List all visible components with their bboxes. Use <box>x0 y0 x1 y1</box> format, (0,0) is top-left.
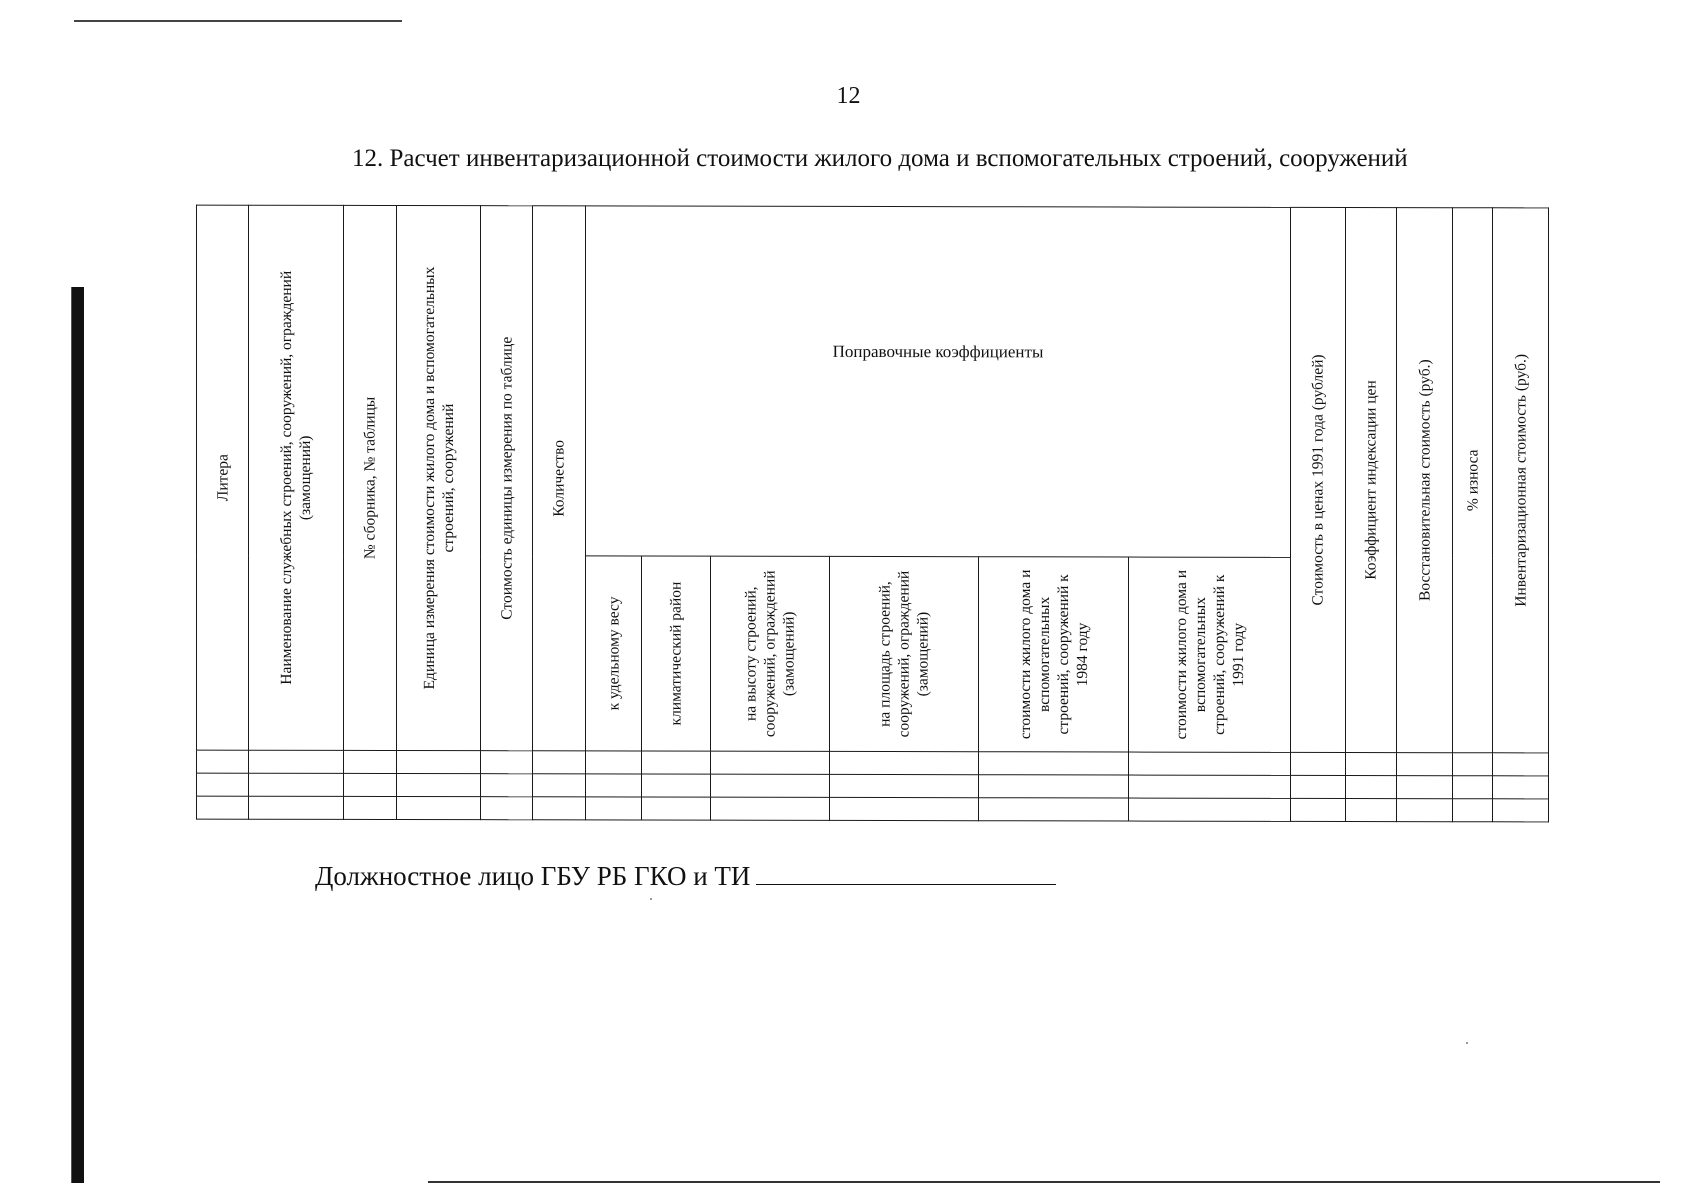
table-cell[interactable] <box>533 774 586 797</box>
page-number: 12 <box>836 83 861 109</box>
header-row-top <box>197 205 1549 558</box>
subcolumn-header: к удельному весу <box>586 556 642 751</box>
top-rule <box>74 20 402 22</box>
table-row <box>197 773 1549 799</box>
table-cell[interactable] <box>1453 799 1493 822</box>
table-cell[interactable] <box>1397 753 1453 776</box>
column-header-cost-1991: Стоимость в ценах 1991 года (рублей) <box>1291 207 1346 752</box>
table-cell[interactable] <box>1397 776 1453 799</box>
table-cell[interactable] <box>533 797 586 820</box>
table-cell[interactable] <box>397 774 481 797</box>
table-cell[interactable] <box>1291 752 1346 775</box>
signature-blank[interactable] <box>756 860 1056 885</box>
table-cell[interactable] <box>1493 753 1549 776</box>
table-cell[interactable] <box>642 751 711 774</box>
subcolumn-header: стоимости жилого дома и вспомогательных строений, сооружений к 1991 году <box>1129 557 1291 752</box>
table-cell[interactable] <box>249 750 344 773</box>
bottom-rule <box>428 1181 1660 1183</box>
subcolumn-header: климатический район <box>642 556 711 751</box>
table-cell[interactable] <box>533 751 586 774</box>
table-cell[interactable] <box>979 798 1129 821</box>
table-cell[interactable] <box>344 796 397 819</box>
table-row <box>197 750 1549 776</box>
table-cell[interactable] <box>481 774 533 797</box>
table-cell[interactable] <box>397 751 481 774</box>
table-cell[interactable] <box>344 750 397 773</box>
column-header-collection: № сборника, № таблицы <box>344 205 397 750</box>
subcolumn-header: на площадь строений, сооружений, ограждений (замощений) <box>830 556 979 751</box>
table-cell[interactable] <box>481 797 533 820</box>
table-cell[interactable] <box>711 751 830 774</box>
table-cell[interactable] <box>1453 753 1493 776</box>
table-cell[interactable] <box>197 750 249 773</box>
signature-label: Должностное лицо ГБУ РБ ГКО и ТИ <box>315 861 751 891</box>
table-cell[interactable] <box>1453 776 1493 799</box>
table-cell[interactable] <box>249 773 344 796</box>
table-cell[interactable] <box>979 752 1129 775</box>
table-cell[interactable] <box>1346 775 1397 798</box>
subcolumn-header: на высоту строений, сооружений, ограждений (замощений) <box>711 556 830 751</box>
table-cell[interactable] <box>586 774 642 797</box>
table-cell[interactable] <box>481 751 533 774</box>
table-cell[interactable] <box>197 773 249 796</box>
table-cell[interactable] <box>1129 752 1291 775</box>
table-cell[interactable] <box>830 797 979 820</box>
left-binding-bar <box>72 287 84 1183</box>
table-cell[interactable] <box>711 797 830 820</box>
table-cell[interactable] <box>397 797 481 820</box>
table-row <box>197 796 1549 822</box>
scan-speck <box>650 898 652 900</box>
table-cell[interactable] <box>586 751 642 774</box>
subcolumn-header: стоимости жилого дома и вспомогательных строений, сооружений к 1984 году <box>979 557 1129 752</box>
table-cell[interactable] <box>586 797 642 820</box>
table-cell[interactable] <box>711 774 830 797</box>
column-header-restoration: Восстановительная стоимость (руб.) <box>1397 208 1453 753</box>
table-cell[interactable] <box>1397 799 1453 822</box>
table-cell[interactable] <box>642 797 711 820</box>
table-cell[interactable] <box>249 796 344 819</box>
table-cell[interactable] <box>1291 798 1346 821</box>
table-cell[interactable] <box>1493 776 1549 799</box>
table-cell[interactable] <box>1346 798 1397 821</box>
column-header-unit-cost: Стоимость единицы измерения по таблице <box>481 206 533 751</box>
table-cell[interactable] <box>830 774 979 797</box>
column-header-inventory: Инвентаризационная стоимость (руб.) <box>1493 208 1549 753</box>
table-cell[interactable] <box>197 796 249 819</box>
table-cell[interactable] <box>1291 775 1346 798</box>
calculation-table <box>196 205 1549 823</box>
column-header-quantity: Количество <box>533 206 586 751</box>
column-header-index-coef: Коэффициент индексации цен <box>1346 207 1397 752</box>
table-cell[interactable] <box>1346 752 1397 775</box>
correction-group-header: Поправочные коэффициенты <box>586 206 1291 557</box>
column-header-unit: Единица измерения стоимости жилого дома и вспомогательных строений, сооружений <box>397 206 481 751</box>
section-title: 12. Расчет инвентаризационной стоимости жилого дома и вспомогательных строений, сооружений <box>352 145 1408 172</box>
table-cell[interactable] <box>979 775 1129 798</box>
column-header-wear: % износа <box>1453 208 1493 753</box>
column-header-litera: Литера <box>197 205 249 750</box>
table-cell[interactable] <box>1493 799 1549 822</box>
table-cell[interactable] <box>344 773 397 796</box>
table-cell[interactable] <box>830 751 979 774</box>
table-cell[interactable] <box>1129 775 1291 798</box>
table-cell[interactable] <box>642 774 711 797</box>
table-cell[interactable] <box>1129 798 1291 821</box>
scan-speck <box>1466 1042 1468 1044</box>
signature-line <box>315 860 1056 892</box>
column-header-name: Наименование служебных строений, сооружений, ограждений (замощений) <box>249 205 344 750</box>
